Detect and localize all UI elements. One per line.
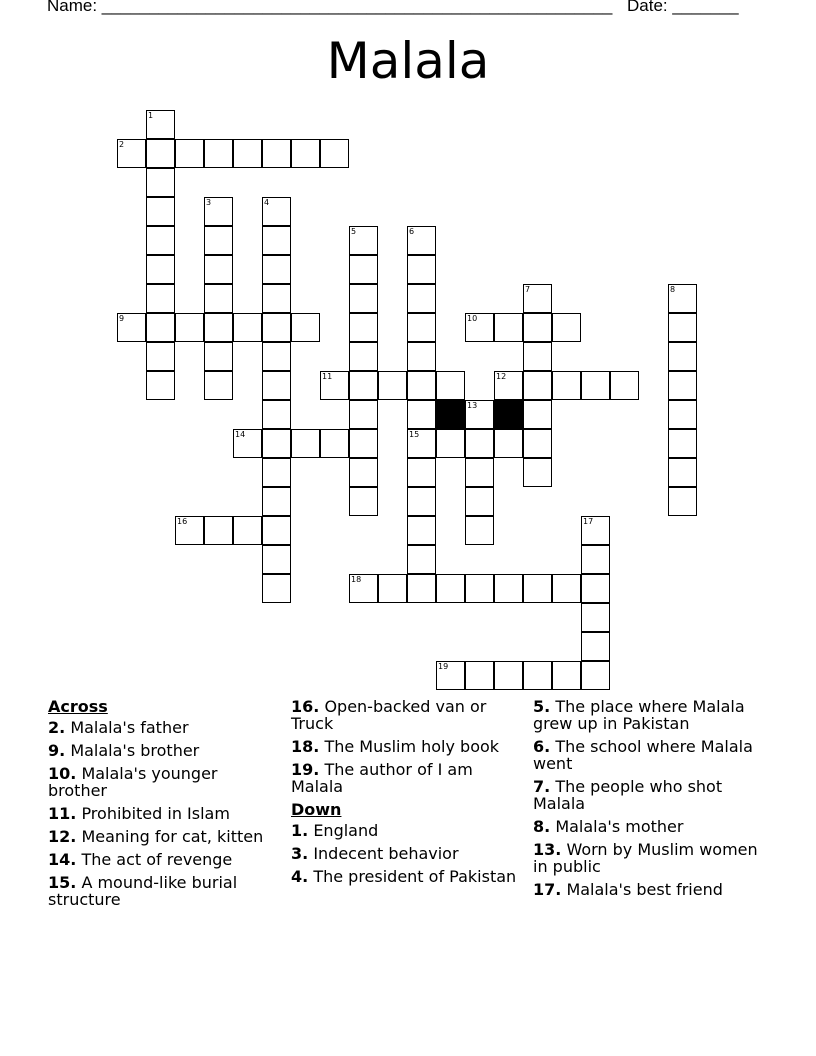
grid-cell[interactable] <box>523 429 552 458</box>
grid-cell[interactable] <box>407 342 436 371</box>
grid-cell[interactable] <box>204 139 233 168</box>
clues-column-1 <box>48 698 278 914</box>
grid-cell[interactable] <box>175 516 204 545</box>
clue-number: 17 <box>583 517 594 526</box>
grid-cell[interactable] <box>146 197 175 226</box>
clue-down-1: 1. England <box>291 821 379 840</box>
grid-cell[interactable] <box>494 574 523 603</box>
grid-cell[interactable] <box>668 284 697 313</box>
clue-number: 15 <box>409 430 420 439</box>
grid-cell[interactable] <box>262 284 291 313</box>
grid-cell[interactable] <box>320 139 349 168</box>
grid-cell[interactable] <box>581 632 610 661</box>
grid-cell[interactable] <box>204 371 233 400</box>
name-field-label: Name: ______________________________________________________ <box>47 0 613 15</box>
grid-cell[interactable] <box>146 226 175 255</box>
clue-number: 16 <box>177 517 188 526</box>
clue-number: 2 <box>119 140 125 149</box>
clue-down-17: 17. Malala's best friend <box>533 880 723 899</box>
clue-across-11: 11. Prohibited in Islam <box>48 804 230 823</box>
clue-across-18: 18. The Muslim holy book <box>291 737 500 756</box>
grid-cell[interactable] <box>262 139 291 168</box>
grid-cell[interactable] <box>407 226 436 255</box>
grid-cell[interactable] <box>233 429 262 458</box>
grid-cell[interactable] <box>175 313 204 342</box>
clue-number: 5 <box>351 227 357 236</box>
grid-cell[interactable] <box>146 255 175 284</box>
grid-cell[interactable] <box>146 371 175 400</box>
clue-down-7: 7. The people who shot Malala <box>533 777 723 813</box>
grid-cell[interactable] <box>349 313 378 342</box>
grid-cell[interactable] <box>349 371 378 400</box>
grid-cell[interactable] <box>668 487 697 516</box>
grid-cell[interactable] <box>668 458 697 487</box>
grid-cell[interactable] <box>581 603 610 632</box>
clue-across-2: 2. Malala's father <box>48 718 189 737</box>
clues-column-2 <box>291 698 521 891</box>
grid-cell[interactable] <box>465 516 494 545</box>
grid-cell[interactable] <box>465 400 494 429</box>
grid-cell[interactable] <box>523 661 552 690</box>
grid-cell[interactable] <box>523 458 552 487</box>
grid-cell[interactable] <box>465 313 494 342</box>
clue-number: 8 <box>670 285 676 294</box>
grid-cell[interactable] <box>262 516 291 545</box>
clue-across-12: 12. Meaning for cat, kitten <box>48 827 264 846</box>
black-cell <box>436 400 465 429</box>
grid-cell[interactable] <box>407 255 436 284</box>
grid-cell[interactable] <box>668 429 697 458</box>
clue-down-3: 3. Indecent behavior <box>291 844 459 863</box>
grid-cell[interactable] <box>668 400 697 429</box>
grid-cell[interactable] <box>581 661 610 690</box>
date-field-label: Date: _______ <box>627 0 739 15</box>
grid-cell[interactable] <box>349 487 378 516</box>
grid-cell[interactable] <box>204 516 233 545</box>
clue-down-8: 8. Malala's mother <box>533 817 684 836</box>
clue-number: 7 <box>525 285 531 294</box>
grid-cell[interactable] <box>494 429 523 458</box>
grid-cell[interactable] <box>233 516 262 545</box>
clue-down-4: 4. The president of Pakistan <box>291 867 517 886</box>
grid-cell[interactable] <box>204 284 233 313</box>
grid-cell[interactable] <box>581 516 610 545</box>
grid-cell[interactable] <box>291 313 320 342</box>
grid-cell[interactable] <box>523 400 552 429</box>
grid-cell[interactable] <box>407 574 436 603</box>
grid-cell[interactable] <box>262 400 291 429</box>
grid-cell[interactable] <box>523 284 552 313</box>
grid-cell[interactable] <box>552 371 581 400</box>
grid-cell[interactable] <box>465 487 494 516</box>
grid-cell[interactable] <box>262 487 291 516</box>
grid-cell[interactable] <box>262 197 291 226</box>
clue-number: 10 <box>467 314 478 323</box>
clue-across-10: 10. Malala's younger brother <box>48 764 218 800</box>
grid-cell[interactable] <box>146 313 175 342</box>
clue-down-6: 6. The school where Malala went <box>533 737 753 773</box>
grid-cell[interactable] <box>407 516 436 545</box>
clue-number: 4 <box>264 198 270 207</box>
grid-cell[interactable] <box>378 371 407 400</box>
grid-cell[interactable] <box>668 371 697 400</box>
clue-number: 3 <box>206 198 212 207</box>
grid-cell[interactable] <box>407 429 436 458</box>
clue-number: 19 <box>438 662 449 671</box>
grid-cell[interactable] <box>204 255 233 284</box>
grid-cell[interactable] <box>262 574 291 603</box>
grid-cell[interactable] <box>349 284 378 313</box>
across-heading: Across <box>48 697 108 716</box>
grid-cell[interactable] <box>407 458 436 487</box>
grid-cell[interactable] <box>262 545 291 574</box>
grid-cell[interactable] <box>436 429 465 458</box>
grid-cell[interactable] <box>262 371 291 400</box>
grid-cell[interactable] <box>146 139 175 168</box>
clue-down-5: 5. The place where Malala grew up in Pakistan <box>533 697 745 733</box>
grid-cell[interactable] <box>146 342 175 371</box>
grid-cell[interactable] <box>494 661 523 690</box>
black-cell <box>494 400 523 429</box>
grid-cell[interactable] <box>436 371 465 400</box>
grid-cell[interactable] <box>262 226 291 255</box>
grid-cell[interactable] <box>494 371 523 400</box>
grid-cell[interactable] <box>320 429 349 458</box>
clue-down-13: 13. Worn by Muslim women in public <box>533 840 758 876</box>
grid-cell[interactable] <box>465 429 494 458</box>
grid-cell[interactable] <box>349 574 378 603</box>
grid-cell[interactable] <box>523 371 552 400</box>
grid-cell[interactable] <box>349 226 378 255</box>
grid-cell[interactable] <box>436 574 465 603</box>
clue-number: 13 <box>467 401 478 410</box>
grid-cell[interactable] <box>523 342 552 371</box>
clues-column-3 <box>533 698 763 904</box>
grid-cell[interactable] <box>204 197 233 226</box>
clue-number: 14 <box>235 430 246 439</box>
clue-number: 6 <box>409 227 415 236</box>
grid-cell[interactable] <box>465 458 494 487</box>
grid-cell[interactable] <box>262 342 291 371</box>
grid-cell[interactable] <box>146 110 175 139</box>
grid-cell[interactable] <box>117 313 146 342</box>
grid-cell[interactable] <box>320 371 349 400</box>
grid-cell[interactable] <box>204 226 233 255</box>
grid-cell[interactable] <box>204 313 233 342</box>
clue-number: 12 <box>496 372 507 381</box>
grid-cell[interactable] <box>262 458 291 487</box>
grid-cell[interactable] <box>291 139 320 168</box>
grid-cell[interactable] <box>465 661 494 690</box>
grid-cell[interactable] <box>523 574 552 603</box>
grid-cell[interactable] <box>610 371 639 400</box>
clue-across-16: 16. Open-backed van or Truck <box>291 697 487 733</box>
grid-cell[interactable] <box>407 313 436 342</box>
clue-number: 18 <box>351 575 362 584</box>
grid-cell[interactable] <box>146 168 175 197</box>
grid-cell[interactable] <box>233 313 262 342</box>
grid-cell[interactable] <box>552 574 581 603</box>
grid-cell[interactable] <box>668 313 697 342</box>
grid-cell[interactable] <box>146 284 175 313</box>
grid-cell[interactable] <box>552 313 581 342</box>
grid-cell[interactable] <box>407 284 436 313</box>
grid-cell[interactable] <box>668 342 697 371</box>
clue-number: 1 <box>148 111 154 120</box>
grid-cell[interactable] <box>581 574 610 603</box>
grid-cell[interactable] <box>465 574 494 603</box>
grid-cell[interactable] <box>349 429 378 458</box>
grid-cell[interactable] <box>407 400 436 429</box>
grid-cell[interactable] <box>262 313 291 342</box>
grid-cell[interactable] <box>262 429 291 458</box>
grid-cell[interactable] <box>407 487 436 516</box>
grid-cell[interactable] <box>262 255 291 284</box>
grid-cell[interactable] <box>204 342 233 371</box>
grid-cell[interactable] <box>581 545 610 574</box>
grid-cell[interactable] <box>581 371 610 400</box>
grid-cell[interactable] <box>552 661 581 690</box>
clue-number: 9 <box>119 314 125 323</box>
grid-cell[interactable] <box>407 371 436 400</box>
clue-across-15: 15. A mound-like burial structure <box>48 873 238 909</box>
grid-cell[interactable] <box>117 139 146 168</box>
clue-across-14: 14. The act of revenge <box>48 850 233 869</box>
clue-across-19: 19. The author of I am Malala <box>291 760 473 796</box>
grid-cell[interactable] <box>233 139 262 168</box>
grid-cell[interactable] <box>175 139 204 168</box>
grid-cell[interactable] <box>407 545 436 574</box>
grid-cell[interactable] <box>494 313 523 342</box>
grid-cell[interactable] <box>349 400 378 429</box>
grid-cell[interactable] <box>436 661 465 690</box>
grid-cell[interactable] <box>378 574 407 603</box>
grid-cell[interactable] <box>349 458 378 487</box>
grid-cell[interactable] <box>523 313 552 342</box>
grid-cell[interactable] <box>349 255 378 284</box>
grid-cell[interactable] <box>291 429 320 458</box>
grid-cell[interactable] <box>349 342 378 371</box>
page-title: Malala <box>326 32 490 90</box>
down-heading: Down <box>291 800 342 819</box>
clue-number: 11 <box>322 372 333 381</box>
clue-across-9: 9. Malala's brother <box>48 741 200 760</box>
